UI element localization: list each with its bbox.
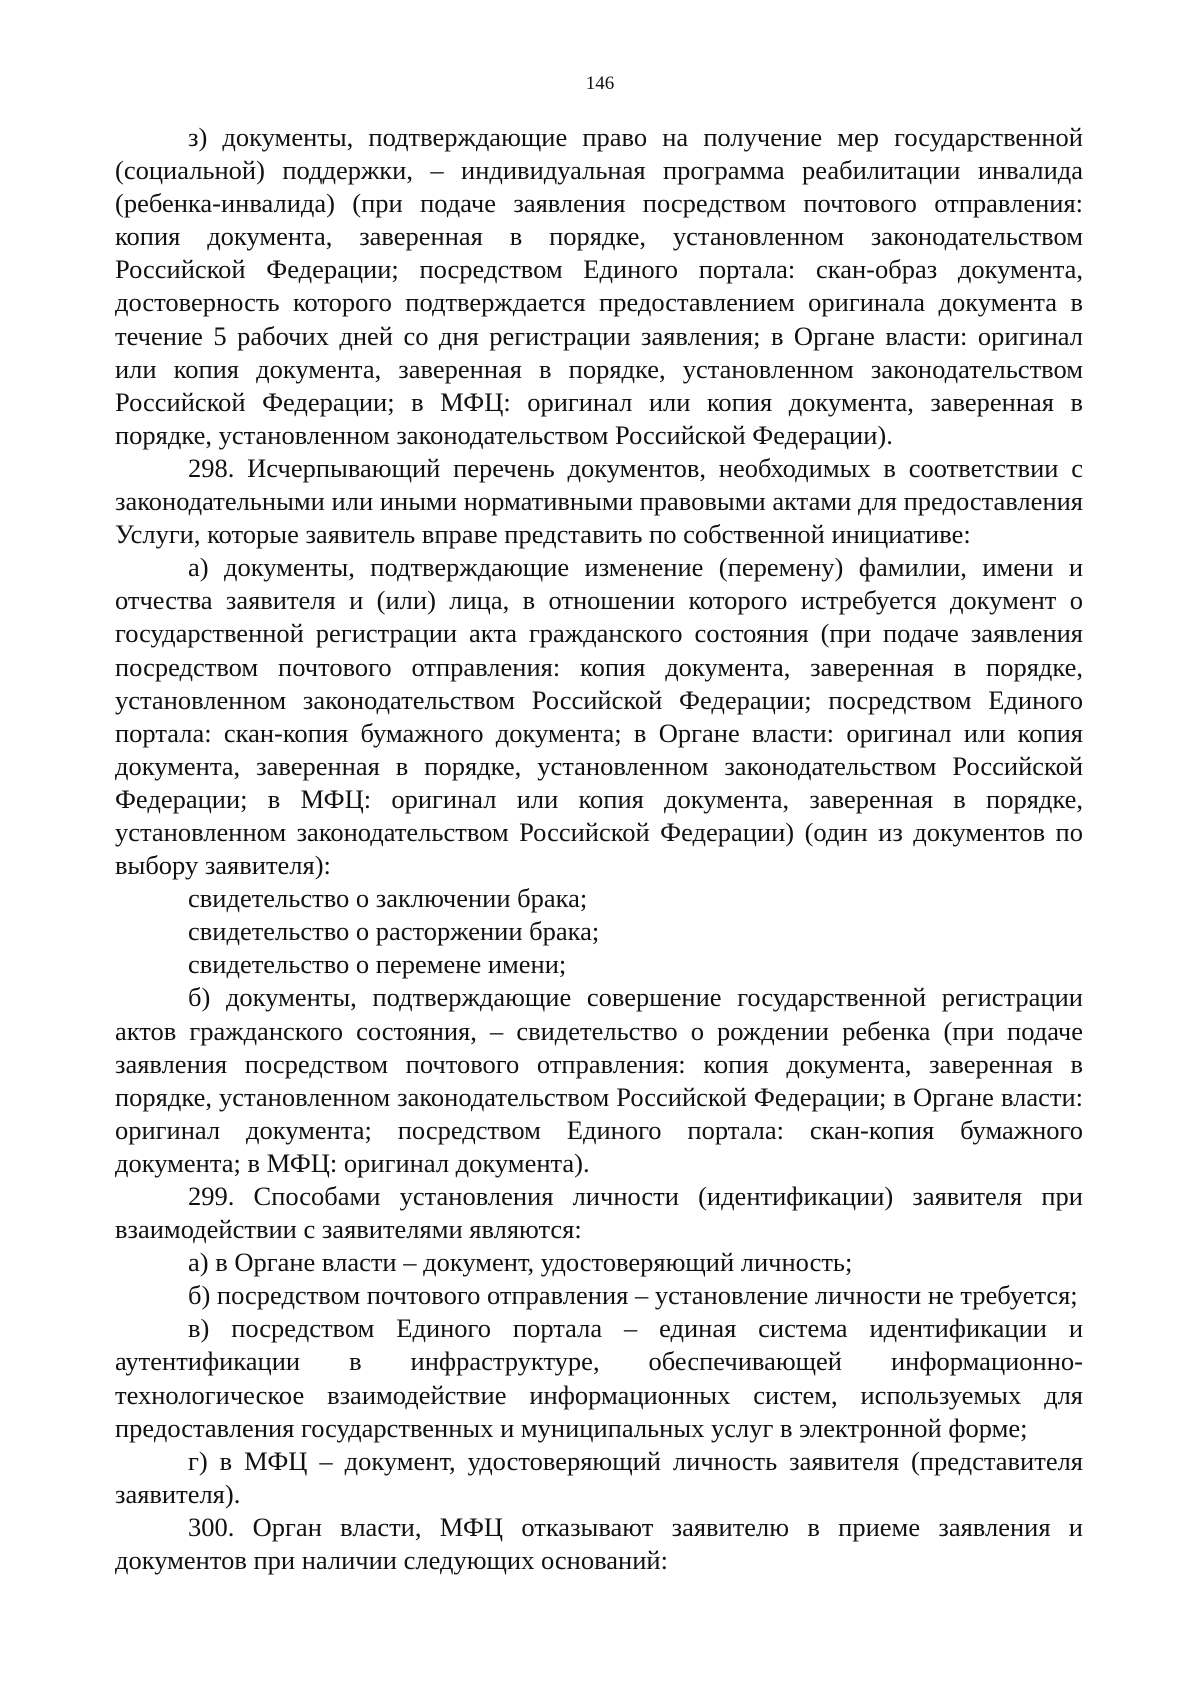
paragraph-299-g: г) в МФЦ – документ, удостоверяющий личность заявителя (представителя заявителя).	[115, 1445, 1083, 1509]
list-item-name-change-certificate: свидетельство о перемене имени;	[188, 949, 567, 980]
paragraph-299-a: а) в Органе власти – документ, удостоверяющий личность;	[188, 1247, 853, 1278]
list-item-divorce-certificate: свидетельство о расторжении брака;	[188, 916, 600, 947]
paragraph-298-b: б) документы, подтверждающие совершение государственной регистрации актов гражданского состояния, – свидетельство о рождении ребенка (при подаче заявления посредством почтового отправления: копия документа, заверенная в порядке, установленном законодательством Российской Федерации; в Органе власти: оригинал документа; посредством Единого портала: скан-копия бумажного документа; в МФЦ: оригинал документа).	[115, 982, 1083, 1178]
paragraph-298: 298. Исчерпывающий перечень документов, необходимых в соответствии с законодательными или иными нормативными правовыми актами для предоставления Услуги, которые заявитель вправе представить по собственной инициативе:	[115, 452, 1083, 550]
document-body	[115, 121, 1083, 1577]
paragraph-299-b: б) посредством почтового отправления – установление личности не требуется;	[188, 1280, 1078, 1311]
paragraph-299-v: в) посредством Единого портала – единая система идентификации и аутентификации в инфраструктуре, обеспечивающей информационно-технологическое взаимодействие информационных систем, используемых для предоставления государственных и муниципальных услуг в электронной форме;	[115, 1313, 1083, 1443]
paragraph-300: 300. Орган власти, МФЦ отказывают заявителю в приеме заявления и документов при наличии следующих оснований:	[115, 1511, 1083, 1576]
paragraph-298-a: а) документы, подтверждающие изменение (перемену) фамилии, имени и отчества заявителя и (или) лица, в отношении которого истребуется документ о государственной регистрации акта гражданского состояния (при подаче заявления посредством почтового отправления: копия документа, заверенная в порядке, установленном законодательством Российской Федерации; посредством Единого портала: скан-копия бумажного документа; в Органе власти: оригинал или копия документа, заверенная в порядке, установленном законодательством Российской Федерации; в МФЦ: оригинал или копия документа, заверенная в порядке, установленном законодательством Российской Федерации) (один из документов по выбору заявителя):	[115, 552, 1083, 881]
paragraph-299: 299. Способами установления личности (идентификации) заявителя при взаимодействии с заявителями являются:	[115, 1181, 1083, 1245]
page-number: 146	[585, 73, 615, 94]
paragraph-z-rehabilitation-program: з) документы, подтверждающие право на получение мер государственной (социальной) поддержки, – индивидуальная программа реабилитации инвалида (ребенка-инвалида) (при подаче заявления посредством почтового отправления: копия документа, заверенная в порядке, установленном законодательством Российской Федерации; посредством Единого портала: скан-образ документа, достоверность которого подтверждается предоставлением оригинала документа в течение 5 рабочих дней со дня регистрации заявления; в Органе власти: оригинал или копия документа, заверенная в порядке, установленном законодательством Российской Федерации; в МФЦ: оригинал или копия документа, заверенная в порядке, установленном законодательством Российской Федерации).	[115, 122, 1083, 450]
list-item-marriage-certificate: свидетельство о заключении брака;	[188, 883, 588, 914]
